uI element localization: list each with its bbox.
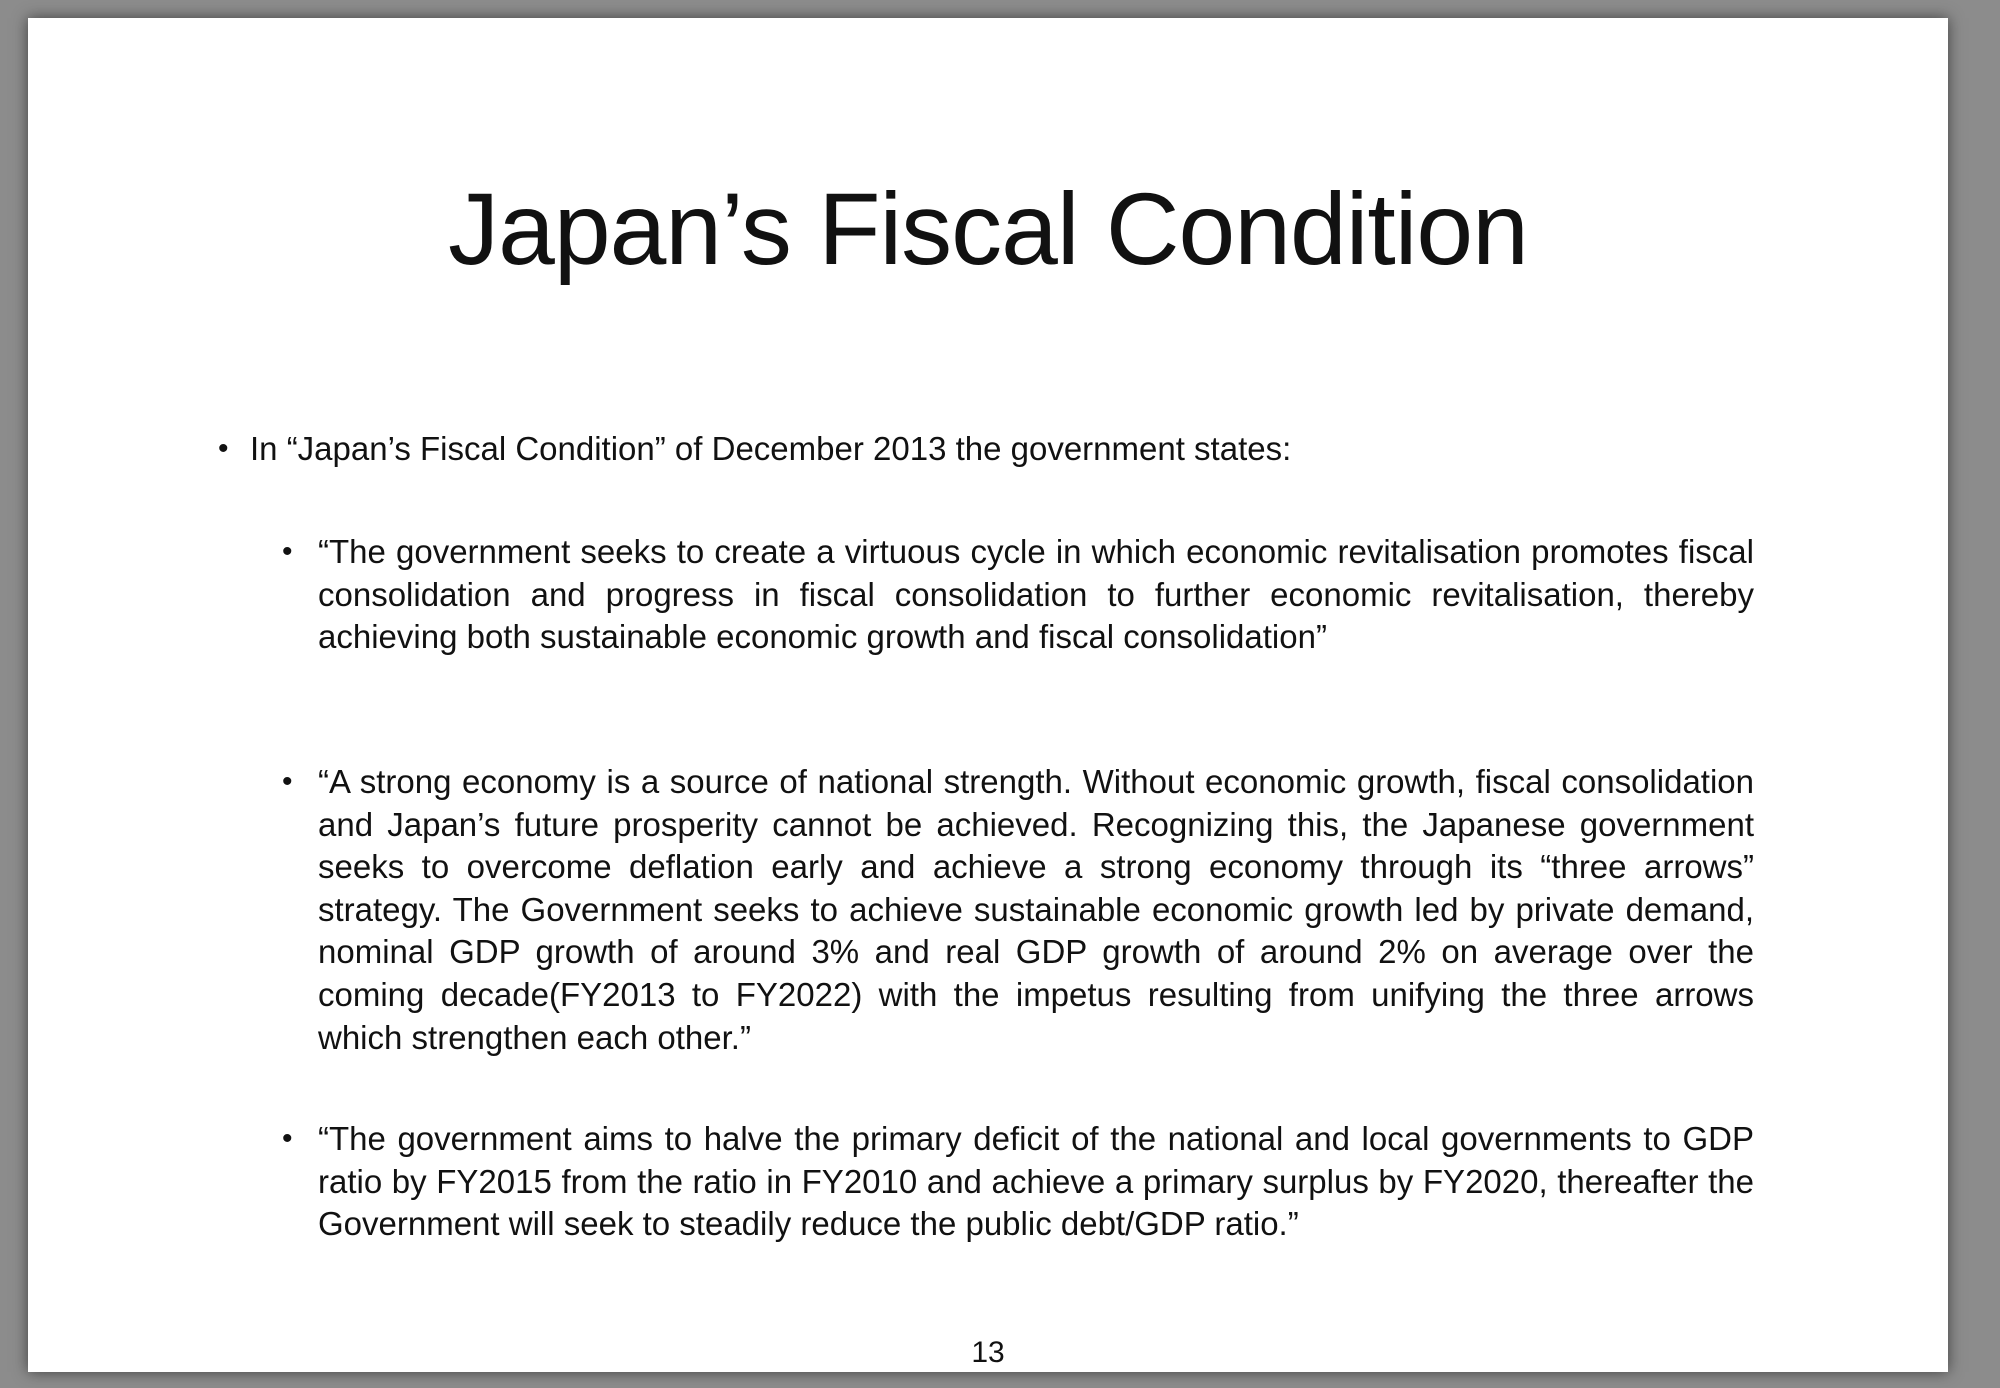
bullet-marker: • xyxy=(282,765,293,798)
sub-bullet-strong-economy xyxy=(282,761,1780,1059)
lead-bullet-text: In “Japan’s Fiscal Condition” of December 2013 the government states: xyxy=(250,430,1292,467)
sub-bullet-virtuous-cycle xyxy=(282,531,1780,659)
slide-page xyxy=(28,18,1948,1372)
sub-bullet-text: “The government seeks to create a virtuous cycle in which economic revitalisation promotes fiscal consolidation and progress in fiscal consolidation to further economic revitalisation, thereby achieving both sustainable economic growth and fiscal consolidation” xyxy=(318,533,1754,656)
bullet-marker: • xyxy=(218,432,229,465)
bullet-marker: • xyxy=(282,1122,293,1155)
sub-bullet-text: “The government aims to halve the primary deficit of the national and local governments to GDP ratio by FY2015 from the ratio in FY2010 and achieve a primary surplus by FY2020, thereafter the Government will seek to steadily reduce the public debt/GDP ratio.” xyxy=(318,1120,1754,1243)
sub-bullet-primary-deficit xyxy=(282,1118,1780,1246)
slide-title: Japan’s Fiscal Condition xyxy=(448,172,1528,286)
sub-bullet-text: “A strong economy is a source of national strength. Without economic growth, fiscal consolidation and Japan’s future prosperity cannot be achieved. Recognizing this, the Japanese government seeks to overcome deflation early and achieve a strong economy through its “three arrows” strategy. The Government seeks to achieve sustainable economic growth led by private demand, nominal GDP growth of around 3% and real GDP growth of around 2% on average over the coming decade(FY2013 to FY2022) with the impetus resulting from unifying the three arrows which strengthen each other.” xyxy=(318,763,1754,1056)
bullet-marker: • xyxy=(282,535,293,568)
lead-bullet xyxy=(218,428,1718,470)
page-number: 13 xyxy=(971,1336,1005,1369)
